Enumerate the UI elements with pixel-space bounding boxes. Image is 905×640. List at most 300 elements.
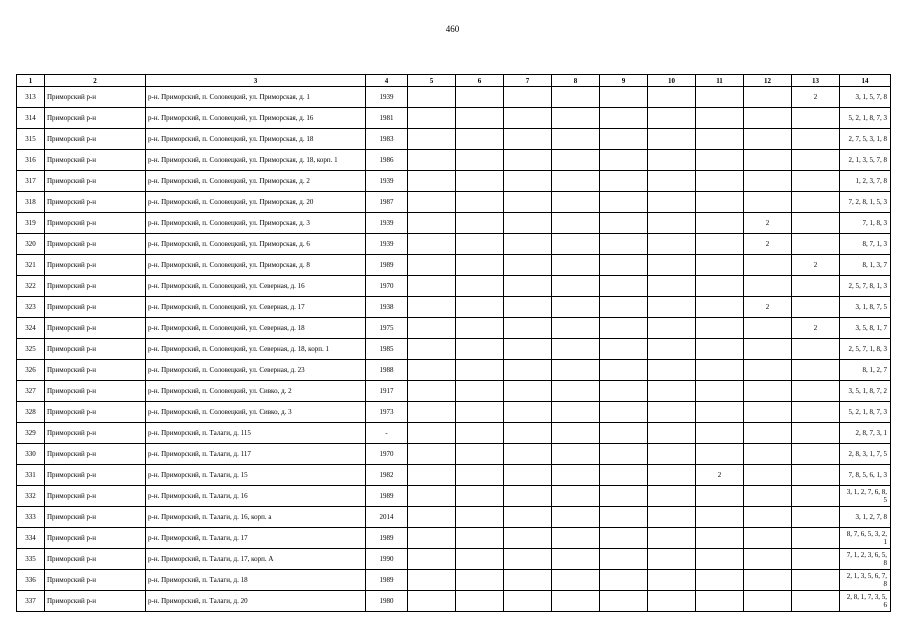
- col14-cell: 2, 5, 7, 1, 8, 3: [840, 339, 891, 360]
- address-cell: р-н. Приморский, п. Талаги, д. 20: [146, 591, 366, 612]
- year-cell: 1989: [366, 255, 408, 276]
- col7-cell: [504, 192, 552, 213]
- col12-cell: [744, 150, 792, 171]
- col14-cell: 8, 1, 2, 7: [840, 360, 891, 381]
- year-cell: 1982: [366, 465, 408, 486]
- col12-cell: [744, 444, 792, 465]
- col6-cell: [456, 381, 504, 402]
- col11-cell: [696, 528, 744, 549]
- col12-cell: [744, 276, 792, 297]
- col7-cell: [504, 486, 552, 507]
- table-row: [17, 129, 891, 150]
- col12-cell: [744, 507, 792, 528]
- col10-cell: [648, 108, 696, 129]
- col12-cell: [744, 192, 792, 213]
- col11-cell: [696, 129, 744, 150]
- col8-cell: [552, 507, 600, 528]
- table-row: [17, 150, 891, 171]
- district-cell: Приморский р-н: [45, 549, 146, 570]
- col9-cell: [600, 297, 648, 318]
- col5-cell: [408, 444, 456, 465]
- table-row: [17, 528, 891, 549]
- col13-cell: [792, 213, 840, 234]
- col7-cell: [504, 150, 552, 171]
- col11-cell: [696, 255, 744, 276]
- column-header-12: 12: [744, 75, 792, 87]
- col5-cell: [408, 339, 456, 360]
- col14-cell: 2, 5, 7, 8, 1, 3: [840, 276, 891, 297]
- col10-cell: [648, 444, 696, 465]
- col14-cell: 3, 5, 1, 8, 7, 2: [840, 381, 891, 402]
- col11-cell: [696, 276, 744, 297]
- col12-cell: [744, 570, 792, 591]
- col6-cell: [456, 108, 504, 129]
- col11-cell: [696, 150, 744, 171]
- col9-cell: [600, 507, 648, 528]
- address-cell: р-н. Приморский, п. Соловецкий, ул. Приморская, д. 18, корп. 1: [146, 150, 366, 171]
- col11-cell: [696, 444, 744, 465]
- col10-cell: [648, 150, 696, 171]
- year-cell: 1989: [366, 528, 408, 549]
- row-number-cell: 325: [17, 339, 45, 360]
- col5-cell: [408, 108, 456, 129]
- col6-cell: [456, 192, 504, 213]
- col12-cell: 2: [744, 297, 792, 318]
- col9-cell: [600, 549, 648, 570]
- year-cell: 1973: [366, 402, 408, 423]
- col14-cell: 7, 1, 2, 3, 6, 5, 8: [840, 549, 891, 570]
- col10-cell: [648, 570, 696, 591]
- col11-cell: [696, 318, 744, 339]
- col7-cell: [504, 213, 552, 234]
- column-header-10: 10: [648, 75, 696, 87]
- col12-cell: [744, 549, 792, 570]
- column-header-3: 3: [146, 75, 366, 87]
- year-cell: 2014: [366, 507, 408, 528]
- district-cell: Приморский р-н: [45, 507, 146, 528]
- col12-cell: [744, 423, 792, 444]
- col14-cell: 8, 7, 6, 5, 3, 2, 1: [840, 528, 891, 549]
- col13-cell: [792, 486, 840, 507]
- year-cell: 1985: [366, 339, 408, 360]
- table-row: [17, 171, 891, 192]
- col12-cell: [744, 255, 792, 276]
- col12-cell: [744, 465, 792, 486]
- row-number-cell: 334: [17, 528, 45, 549]
- col5-cell: [408, 255, 456, 276]
- col10-cell: [648, 276, 696, 297]
- col5-cell: [408, 171, 456, 192]
- district-cell: Приморский р-н: [45, 444, 146, 465]
- col8-cell: [552, 423, 600, 444]
- col8-cell: [552, 570, 600, 591]
- col8-cell: [552, 402, 600, 423]
- col13-cell: [792, 150, 840, 171]
- column-header-6: 6: [456, 75, 504, 87]
- col7-cell: [504, 339, 552, 360]
- address-cell: р-н. Приморский, п. Соловецкий, ул. Приморская, д. 8: [146, 255, 366, 276]
- page-number: 460: [445, 24, 460, 34]
- address-cell: р-н. Приморский, п. Талаги, д. 17: [146, 528, 366, 549]
- col10-cell: [648, 129, 696, 150]
- col13-cell: 2: [792, 255, 840, 276]
- year-cell: 1988: [366, 360, 408, 381]
- col5-cell: [408, 528, 456, 549]
- district-cell: Приморский р-н: [45, 570, 146, 591]
- col12-cell: [744, 318, 792, 339]
- row-number-cell: 330: [17, 444, 45, 465]
- col13-cell: [792, 402, 840, 423]
- col14-cell: 3, 1, 2, 7, 8: [840, 507, 891, 528]
- table-row: [17, 339, 891, 360]
- district-cell: Приморский р-н: [45, 87, 146, 108]
- col5-cell: [408, 507, 456, 528]
- col9-cell: [600, 486, 648, 507]
- col9-cell: [600, 465, 648, 486]
- col6-cell: [456, 402, 504, 423]
- table-row: [17, 591, 891, 612]
- year-cell: 1939: [366, 213, 408, 234]
- district-cell: Приморский р-н: [45, 276, 146, 297]
- table-row: [17, 87, 891, 108]
- table-row: [17, 276, 891, 297]
- col11-cell: [696, 486, 744, 507]
- col12-cell: [744, 591, 792, 612]
- col13-cell: [792, 129, 840, 150]
- col10-cell: [648, 87, 696, 108]
- col11-cell: [696, 297, 744, 318]
- col11-cell: 2: [696, 465, 744, 486]
- col5-cell: [408, 465, 456, 486]
- col9-cell: [600, 444, 648, 465]
- col12-cell: [744, 171, 792, 192]
- col6-cell: [456, 360, 504, 381]
- col11-cell: [696, 87, 744, 108]
- col6-cell: [456, 486, 504, 507]
- row-number-cell: 324: [17, 318, 45, 339]
- row-number-cell: 323: [17, 297, 45, 318]
- table-row: [17, 486, 891, 507]
- col14-cell: 1, 2, 3, 7, 8: [840, 171, 891, 192]
- address-cell: р-н. Приморский, п. Талаги, д. 16: [146, 486, 366, 507]
- district-cell: Приморский р-н: [45, 213, 146, 234]
- row-number-cell: 327: [17, 381, 45, 402]
- table-row: [17, 444, 891, 465]
- col9-cell: [600, 318, 648, 339]
- col10-cell: [648, 381, 696, 402]
- col9-cell: [600, 108, 648, 129]
- row-number-cell: 326: [17, 360, 45, 381]
- col14-cell: 8, 7, 1, 3: [840, 234, 891, 255]
- col9-cell: [600, 171, 648, 192]
- col8-cell: [552, 339, 600, 360]
- district-cell: Приморский р-н: [45, 591, 146, 612]
- year-cell: 1939: [366, 87, 408, 108]
- col13-cell: [792, 570, 840, 591]
- district-cell: Приморский р-н: [45, 129, 146, 150]
- col7-cell: [504, 444, 552, 465]
- col7-cell: [504, 108, 552, 129]
- col9-cell: [600, 234, 648, 255]
- col7-cell: [504, 318, 552, 339]
- col10-cell: [648, 192, 696, 213]
- col13-cell: [792, 297, 840, 318]
- col8-cell: [552, 549, 600, 570]
- address-cell: р-н. Приморский, п. Соловецкий, ул. Приморская, д. 6: [146, 234, 366, 255]
- col10-cell: [648, 255, 696, 276]
- district-cell: Приморский р-н: [45, 486, 146, 507]
- col12-cell: [744, 360, 792, 381]
- col14-cell: 7, 2, 8, 1, 5, 3: [840, 192, 891, 213]
- col5-cell: [408, 276, 456, 297]
- col14-cell: 7, 8, 5, 6, 1, 3: [840, 465, 891, 486]
- col14-cell: 2, 7, 5, 3, 1, 8: [840, 129, 891, 150]
- col14-cell: 8, 1, 3, 7: [840, 255, 891, 276]
- table-row: [17, 255, 891, 276]
- year-cell: 1986: [366, 150, 408, 171]
- col8-cell: [552, 171, 600, 192]
- col7-cell: [504, 234, 552, 255]
- col6-cell: [456, 549, 504, 570]
- table-row: [17, 402, 891, 423]
- col9-cell: [600, 570, 648, 591]
- row-number-cell: 322: [17, 276, 45, 297]
- address-cell: р-н. Приморский, п. Соловецкий, ул. Сивко, д. 2: [146, 381, 366, 402]
- col14-cell: 3, 1, 2, 7, 6, 8, 5: [840, 486, 891, 507]
- col7-cell: [504, 381, 552, 402]
- col14-cell: 2, 1, 3, 5, 7, 8: [840, 150, 891, 171]
- address-cell: р-н. Приморский, п. Соловецкий, ул. Приморская, д. 1: [146, 87, 366, 108]
- col6-cell: [456, 150, 504, 171]
- col10-cell: [648, 171, 696, 192]
- table-row: [17, 507, 891, 528]
- col9-cell: [600, 150, 648, 171]
- col9-cell: [600, 528, 648, 549]
- col9-cell: [600, 87, 648, 108]
- year-cell: 1917: [366, 381, 408, 402]
- col10-cell: [648, 318, 696, 339]
- col14-cell: 3, 1, 8, 7, 5: [840, 297, 891, 318]
- row-number-cell: 321: [17, 255, 45, 276]
- district-cell: Приморский р-н: [45, 192, 146, 213]
- col7-cell: [504, 171, 552, 192]
- col5-cell: [408, 402, 456, 423]
- row-number-cell: 335: [17, 549, 45, 570]
- col5-cell: [408, 192, 456, 213]
- col8-cell: [552, 108, 600, 129]
- address-cell: р-н. Приморский, п. Соловецкий, ул. Приморская, д. 16: [146, 108, 366, 129]
- col10-cell: [648, 360, 696, 381]
- col7-cell: [504, 570, 552, 591]
- row-number-cell: 337: [17, 591, 45, 612]
- district-cell: Приморский р-н: [45, 255, 146, 276]
- col11-cell: [696, 402, 744, 423]
- col13-cell: 2: [792, 87, 840, 108]
- table-row: [17, 192, 891, 213]
- col12-cell: [744, 402, 792, 423]
- year-cell: 1987: [366, 192, 408, 213]
- table-row: [17, 360, 891, 381]
- col10-cell: [648, 528, 696, 549]
- row-number-cell: 320: [17, 234, 45, 255]
- table-row: [17, 549, 891, 570]
- row-number-cell: 331: [17, 465, 45, 486]
- col8-cell: [552, 87, 600, 108]
- col5-cell: [408, 381, 456, 402]
- col6-cell: [456, 465, 504, 486]
- district-cell: Приморский р-н: [45, 318, 146, 339]
- col14-cell: 5, 2, 1, 8, 7, 3: [840, 402, 891, 423]
- col10-cell: [648, 591, 696, 612]
- col13-cell: [792, 234, 840, 255]
- col9-cell: [600, 591, 648, 612]
- column-header-5: 5: [408, 75, 456, 87]
- col6-cell: [456, 591, 504, 612]
- col6-cell: [456, 171, 504, 192]
- table-row: [17, 570, 891, 591]
- year-cell: 1990: [366, 549, 408, 570]
- col7-cell: [504, 360, 552, 381]
- col13-cell: [792, 192, 840, 213]
- col6-cell: [456, 276, 504, 297]
- address-cell: р-н. Приморский, п. Талаги, д. 117: [146, 444, 366, 465]
- col8-cell: [552, 129, 600, 150]
- col8-cell: [552, 234, 600, 255]
- housing-table: [16, 74, 891, 612]
- col7-cell: [504, 276, 552, 297]
- address-cell: р-н. Приморский, п. Соловецкий, ул. Северная, д. 18: [146, 318, 366, 339]
- col9-cell: [600, 402, 648, 423]
- col7-cell: [504, 255, 552, 276]
- col7-cell: [504, 87, 552, 108]
- col5-cell: [408, 360, 456, 381]
- year-cell: -: [366, 423, 408, 444]
- col11-cell: [696, 213, 744, 234]
- col7-cell: [504, 423, 552, 444]
- address-cell: р-н. Приморский, п. Соловецкий, ул. Северная, д. 16: [146, 276, 366, 297]
- col7-cell: [504, 528, 552, 549]
- row-number-cell: 336: [17, 570, 45, 591]
- col5-cell: [408, 549, 456, 570]
- col14-cell: 2, 8, 1, 7, 3, 5, 6: [840, 591, 891, 612]
- col13-cell: [792, 339, 840, 360]
- col5-cell: [408, 213, 456, 234]
- district-cell: Приморский р-н: [45, 381, 146, 402]
- table-body: [17, 87, 891, 612]
- col8-cell: [552, 591, 600, 612]
- col8-cell: [552, 276, 600, 297]
- col6-cell: [456, 570, 504, 591]
- col11-cell: [696, 507, 744, 528]
- col11-cell: [696, 108, 744, 129]
- col11-cell: [696, 381, 744, 402]
- col12-cell: 2: [744, 234, 792, 255]
- address-cell: р-н. Приморский, п. Талаги, д. 18: [146, 570, 366, 591]
- col14-cell: 2, 8, 7, 3, 1: [840, 423, 891, 444]
- col9-cell: [600, 360, 648, 381]
- col8-cell: [552, 465, 600, 486]
- column-header-1: 1: [17, 75, 45, 87]
- col11-cell: [696, 423, 744, 444]
- col12-cell: [744, 528, 792, 549]
- year-cell: 1989: [366, 570, 408, 591]
- col13-cell: [792, 381, 840, 402]
- col9-cell: [600, 213, 648, 234]
- col6-cell: [456, 297, 504, 318]
- table-row: [17, 423, 891, 444]
- column-header-14: 14: [840, 75, 891, 87]
- table-row: [17, 213, 891, 234]
- col13-cell: [792, 423, 840, 444]
- col8-cell: [552, 213, 600, 234]
- col13-cell: [792, 507, 840, 528]
- col6-cell: [456, 528, 504, 549]
- header-row: [17, 75, 891, 87]
- year-cell: 1939: [366, 171, 408, 192]
- col5-cell: [408, 570, 456, 591]
- year-cell: 1970: [366, 444, 408, 465]
- row-number-cell: 317: [17, 171, 45, 192]
- address-cell: р-н. Приморский, п. Соловецкий, ул. Северная, д. 18, корп. 1: [146, 339, 366, 360]
- row-number-cell: 315: [17, 129, 45, 150]
- col12-cell: [744, 339, 792, 360]
- col13-cell: [792, 549, 840, 570]
- col10-cell: [648, 507, 696, 528]
- col13-cell: [792, 108, 840, 129]
- col8-cell: [552, 381, 600, 402]
- column-header-2: 2: [45, 75, 146, 87]
- column-header-9: 9: [600, 75, 648, 87]
- district-cell: Приморский р-н: [45, 171, 146, 192]
- district-cell: Приморский р-н: [45, 150, 146, 171]
- col13-cell: [792, 591, 840, 612]
- col6-cell: [456, 423, 504, 444]
- col13-cell: [792, 360, 840, 381]
- col10-cell: [648, 486, 696, 507]
- col8-cell: [552, 255, 600, 276]
- col8-cell: [552, 528, 600, 549]
- address-cell: р-н. Приморский, п. Талаги, д. 15: [146, 465, 366, 486]
- address-cell: р-н. Приморский, п. Соловецкий, ул. Приморская, д. 18: [146, 129, 366, 150]
- col5-cell: [408, 318, 456, 339]
- year-cell: 1975: [366, 318, 408, 339]
- col6-cell: [456, 234, 504, 255]
- col11-cell: [696, 591, 744, 612]
- col7-cell: [504, 549, 552, 570]
- address-cell: р-н. Приморский, п. Соловецкий, ул. Приморская, д. 2: [146, 171, 366, 192]
- district-cell: Приморский р-н: [45, 423, 146, 444]
- district-cell: Приморский р-н: [45, 108, 146, 129]
- col10-cell: [648, 423, 696, 444]
- col11-cell: [696, 570, 744, 591]
- col9-cell: [600, 339, 648, 360]
- col13-cell: [792, 528, 840, 549]
- table-row: [17, 465, 891, 486]
- col13-cell: [792, 465, 840, 486]
- col8-cell: [552, 360, 600, 381]
- col14-cell: 5, 2, 1, 8, 7, 3: [840, 108, 891, 129]
- col5-cell: [408, 87, 456, 108]
- col12-cell: [744, 108, 792, 129]
- col10-cell: [648, 297, 696, 318]
- district-cell: Приморский р-н: [45, 339, 146, 360]
- col12-cell: [744, 486, 792, 507]
- col11-cell: [696, 234, 744, 255]
- row-number-cell: 329: [17, 423, 45, 444]
- address-cell: р-н. Приморский, п. Соловецкий, ул. Северная, д. 17: [146, 297, 366, 318]
- col8-cell: [552, 150, 600, 171]
- year-cell: 1938: [366, 297, 408, 318]
